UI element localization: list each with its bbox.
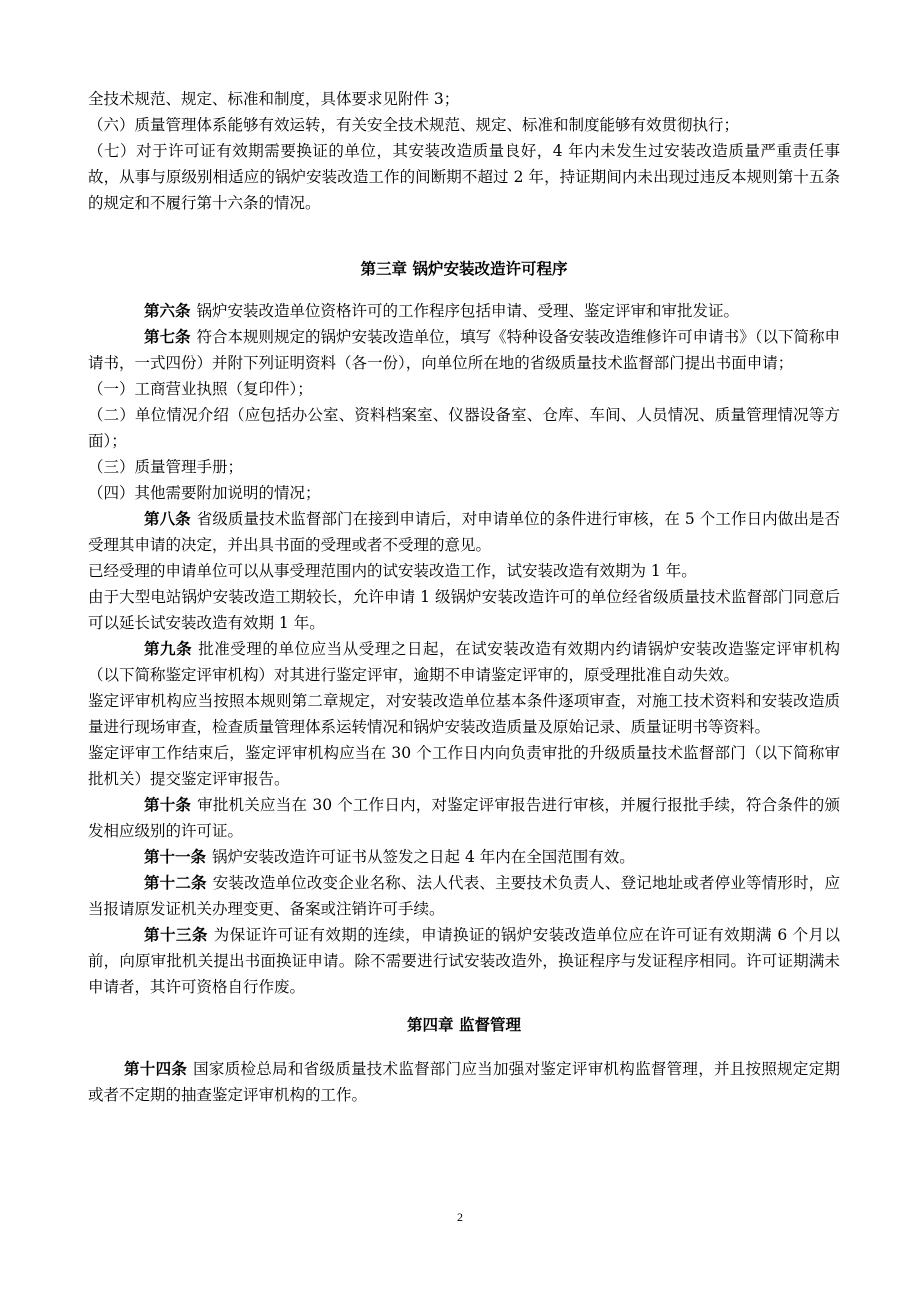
article-8: [88, 506, 840, 558]
article-10: [88, 792, 840, 844]
list-item: （四）其他需要附加说明的情况；: [88, 484, 321, 502]
paragraph: 鉴定评审工作结束后，鉴定评审机构应当在 30 个工作日内向负责审批的升级质量技术监督部门（以下简称审批机关）提交鉴定评审报告。: [88, 744, 840, 788]
article-11: [88, 844, 840, 870]
article-label: 第十四条: [124, 1060, 188, 1078]
list-item: （三）质量管理手册；: [88, 458, 244, 476]
article-13: [88, 922, 840, 1000]
article-text: 符合本规则规定的锅炉安装改造单位，填写《特种设备安装改造维修许可申请书》（以下简称申请书，一式四份）并附下列证明资料（各一份），向单位所在地的省级质量技术监督部门提出书面申请；: [88, 328, 840, 372]
article-text: 批准受理的单位应当从受理之日起，在试安装改造有效期内约请锅炉安装改造鉴定评审机构（以下简称鉴定评审机构）对其进行鉴定评审，逾期不申请鉴定评审的，原受理批准自动失效。: [88, 640, 840, 684]
paragraph: 已经受理的申请单位可以从事受理范围内的试安装改造工作，试安装改造有效期为 1 年。: [88, 562, 697, 580]
paragraph: （七）对于许可证有效期需要换证的单位，其安装改造质量良好，4 年内未发生过安装改造质量严重责任事故，从事与原级别相适应的锅炉安装改造工作的间断期不超过 2 年，持证期间内未出现过违反本规则第十五条的规定和不履行第十六条的情况。: [88, 142, 840, 212]
article-text: 为保证许可证有效期的连续，申请换证的锅炉安装改造单位应在许可证有效期满 6 个月以前，向原审批机关提出书面换证申请。除不需要进行试安装改造外，换证程序与发证程序相同。许可证期满未申请者，其许可资格自行作废。: [88, 926, 840, 996]
article-text: 省级质量技术监督部门在接到申请后，对申请单位的条件进行审核，在 5 个工作日内做出是否受理其申请的决定，并出具书面的受理或者不受理的意见。: [88, 510, 840, 554]
article-text: 锅炉安装改造单位资格许可的工作程序包括申请、受理、鉴定评审和审批发证。: [196, 302, 740, 320]
article-text: 锅炉安装改造许可证书从签发之日起 4 年内在全国范围有效。: [212, 848, 635, 866]
paragraph: 由于大型电站锅炉安装改造工期较长，允许申请 1 级锅炉安装改造许可的单位经省级质量技术监督部门同意后可以延长试安装改造有效期 1 年。: [88, 588, 840, 632]
article-label: 第六条: [144, 302, 191, 320]
list-item: （一）工商营业执照（复印件）；: [88, 380, 313, 398]
chapter-heading: 第三章 锅炉安装改造许可程序: [360, 260, 568, 278]
article-label: 第八条: [144, 510, 191, 528]
article-label: 第九条: [144, 640, 193, 658]
paragraph: 鉴定评审机构应当按照本规则第二章规定，对安装改造单位基本条件逐项审查，对施工技术资料和安装改造质量进行现场审查，检查质量管理体系运转情况和锅炉安装改造质量及原始记录、质量证明书等资料。: [88, 692, 840, 736]
article-7: [88, 324, 840, 376]
paragraph: （六）质量管理体系能够有效运转，有关安全技术规范、规定、标准和制度能够有效贯彻执行；: [88, 116, 740, 134]
paragraph: 全技术规范、规定、标准和制度，具体要求见附件 3；: [88, 90, 460, 108]
article-text: 审批机关应当在 30 个工作日内，对鉴定评审报告进行审核，并履行报批手续，符合条件的颁发相应级别的许可证。: [88, 796, 840, 840]
article-label: 第十一条: [144, 848, 207, 866]
article-text: 安装改造单位改变企业名称、法人代表、主要技术负责人、登记地址或者停业等情形时，应当报请原发证机关办理变更、备案或注销许可手续。: [88, 874, 840, 918]
article-text: 国家质检总局和省级质量技术监督部门应当加强对鉴定评审机构监督管理，并且按照规定定期或者不定期的抽查鉴定评审机构的工作。: [88, 1060, 840, 1104]
article-9: [88, 636, 840, 688]
article-label: 第七条: [144, 328, 191, 346]
list-item: （二）单位情况介绍（应包括办公室、资料档案室、仪器设备室、仓库、车间、人员情况、质量管理情况等方面）；: [88, 406, 840, 450]
chapter-heading: 第四章 监督管理: [407, 1016, 521, 1034]
article-14: [88, 1056, 840, 1108]
article-label: 第十条: [144, 796, 192, 814]
article-6: [88, 298, 840, 324]
article-12: [88, 870, 840, 922]
page-number: 2: [457, 1210, 463, 1224]
article-label: 第十三条: [144, 926, 208, 944]
document-page: [88, 86, 840, 1108]
article-label: 第十二条: [144, 874, 207, 892]
